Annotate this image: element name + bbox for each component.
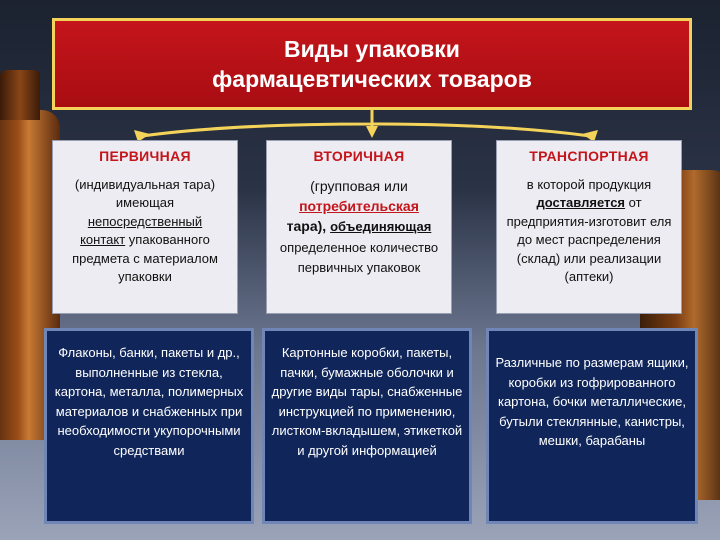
primary-part-2: имеющая bbox=[115, 195, 175, 210]
examples-transport-text: Различные по размерам ящики, коробки из гофрированного картона, бочки металлические, бутыли стеклянные, канистры, мешки, барабаны bbox=[495, 355, 689, 448]
examples-primary-text: Флаконы, банки, пакеты и др., выполненные из стекла, картона, металла, полимерных материалов и снабженных при необходимости укупорочными средствами bbox=[54, 345, 244, 458]
category-secondary-heading: ВТОРИЧНАЯ bbox=[313, 148, 405, 164]
primary-part-5: упакованного предмета с материалом упаковки bbox=[72, 232, 218, 284]
examples-secondary-text: Картонные коробки, пакеты, пачки, бумажные оболочки и другие виды тары, снабженные инструкцией по применению, листком-вкладышем, этикеткой и другой информацией bbox=[271, 345, 463, 458]
category-transport-heading: ТРАНСПОРТНАЯ bbox=[529, 148, 649, 164]
category-primary bbox=[52, 140, 238, 314]
secondary-part-3: тара), bbox=[286, 217, 327, 234]
title-line-2: фармацевтических товаров bbox=[212, 66, 532, 92]
transport-part-1: в которой продукция bbox=[526, 176, 652, 192]
arrow-head-center bbox=[366, 126, 378, 138]
primary-part-4: контакт bbox=[80, 232, 126, 247]
secondary-part-2: потребительская bbox=[299, 197, 419, 214]
title-line-1: Виды упаковки bbox=[284, 36, 460, 62]
category-primary-text bbox=[59, 176, 231, 287]
primary-part-1: (индивидуальная тара) bbox=[74, 176, 216, 192]
category-secondary bbox=[266, 140, 452, 314]
category-transport bbox=[496, 140, 682, 314]
examples-primary bbox=[44, 328, 254, 524]
transport-part-3: от предприятия-изготовит еля до мест распределения (склад) или реализации (аптеки) bbox=[506, 195, 672, 284]
category-secondary-text bbox=[273, 176, 445, 277]
secondary-part-1: (групповая или bbox=[310, 177, 408, 194]
primary-part-3: непосредственный bbox=[87, 213, 203, 229]
transport-part-2: доставляется bbox=[536, 195, 626, 210]
category-primary-heading: ПЕРВИЧНАЯ bbox=[99, 148, 191, 164]
examples-transport bbox=[486, 328, 698, 524]
category-transport-text bbox=[503, 176, 675, 287]
secondary-part-5: определенное количество первичных упаковок bbox=[279, 239, 439, 275]
connector-lines bbox=[142, 110, 590, 136]
secondary-part-4: объединяющая bbox=[330, 218, 432, 234]
examples-secondary bbox=[262, 328, 472, 524]
